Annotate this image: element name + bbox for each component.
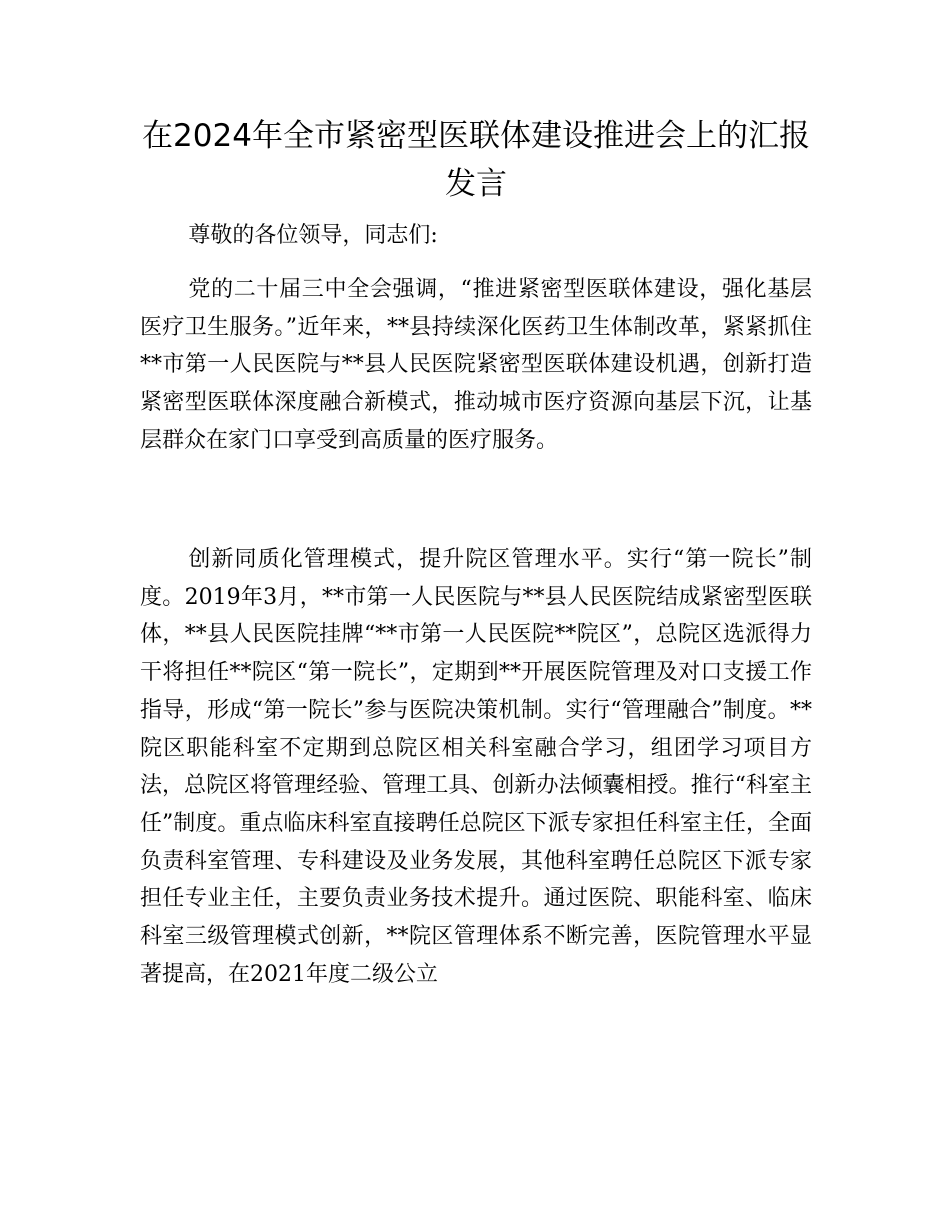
paragraph-intro: 党的二十届三中全会强调，“推进紧密型医联体建设，强化基层医疗卫生服务。”近年来，**县持续深化医药卫生体制改革，紧紧抓住**市第一人民医院与**县人民医院紧密型医联体建设机遇，创新打造紧密型医联体深度融合新模式，推动城市医疗资源向基层下沉，让基层群众在家门口享受到高质量的医疗服务。 <box>140 277 812 453</box>
document-title: 在2024年全市紧密型医联体建设推进会上的汇报发言 <box>142 118 810 202</box>
paragraph-management-model: 创新同质化管理模式，提升院区管理水平。实行“第一院长”制度。2019年3月，**市第一人民医院与**县人民医院结成紧密型医联体，**县人民医院挂牌“**市第一人民医院**院区”，总院区选派得力干将担任**院区“第一院长”，定期到**开展医院管理及对口支援工作指导，形成“第一院长”参与医院决策机制。实行“管理融合”制度。**院区职能科室不定期到总院区相关科室融合学习，组团学习项目方法，总院区将管理经验、管理工具、创新办法倾囊相授。推行“科室主任”制度。重点临床科室直接聘任总院区下派专家担任科室主任，全面负责科室管理、专科建设及业务发展，其他科室聘任总院区下派专家担任专业主任，主要负责业务技术提升。通过医院、职能科室、临床科室三级管理模式创新，**院区管理体系不断完善，医院管理水平显著提高，在2021年度二级公立 <box>140 547 812 987</box>
greeting-line: 尊敬的各位领导，同志们: <box>188 223 438 248</box>
